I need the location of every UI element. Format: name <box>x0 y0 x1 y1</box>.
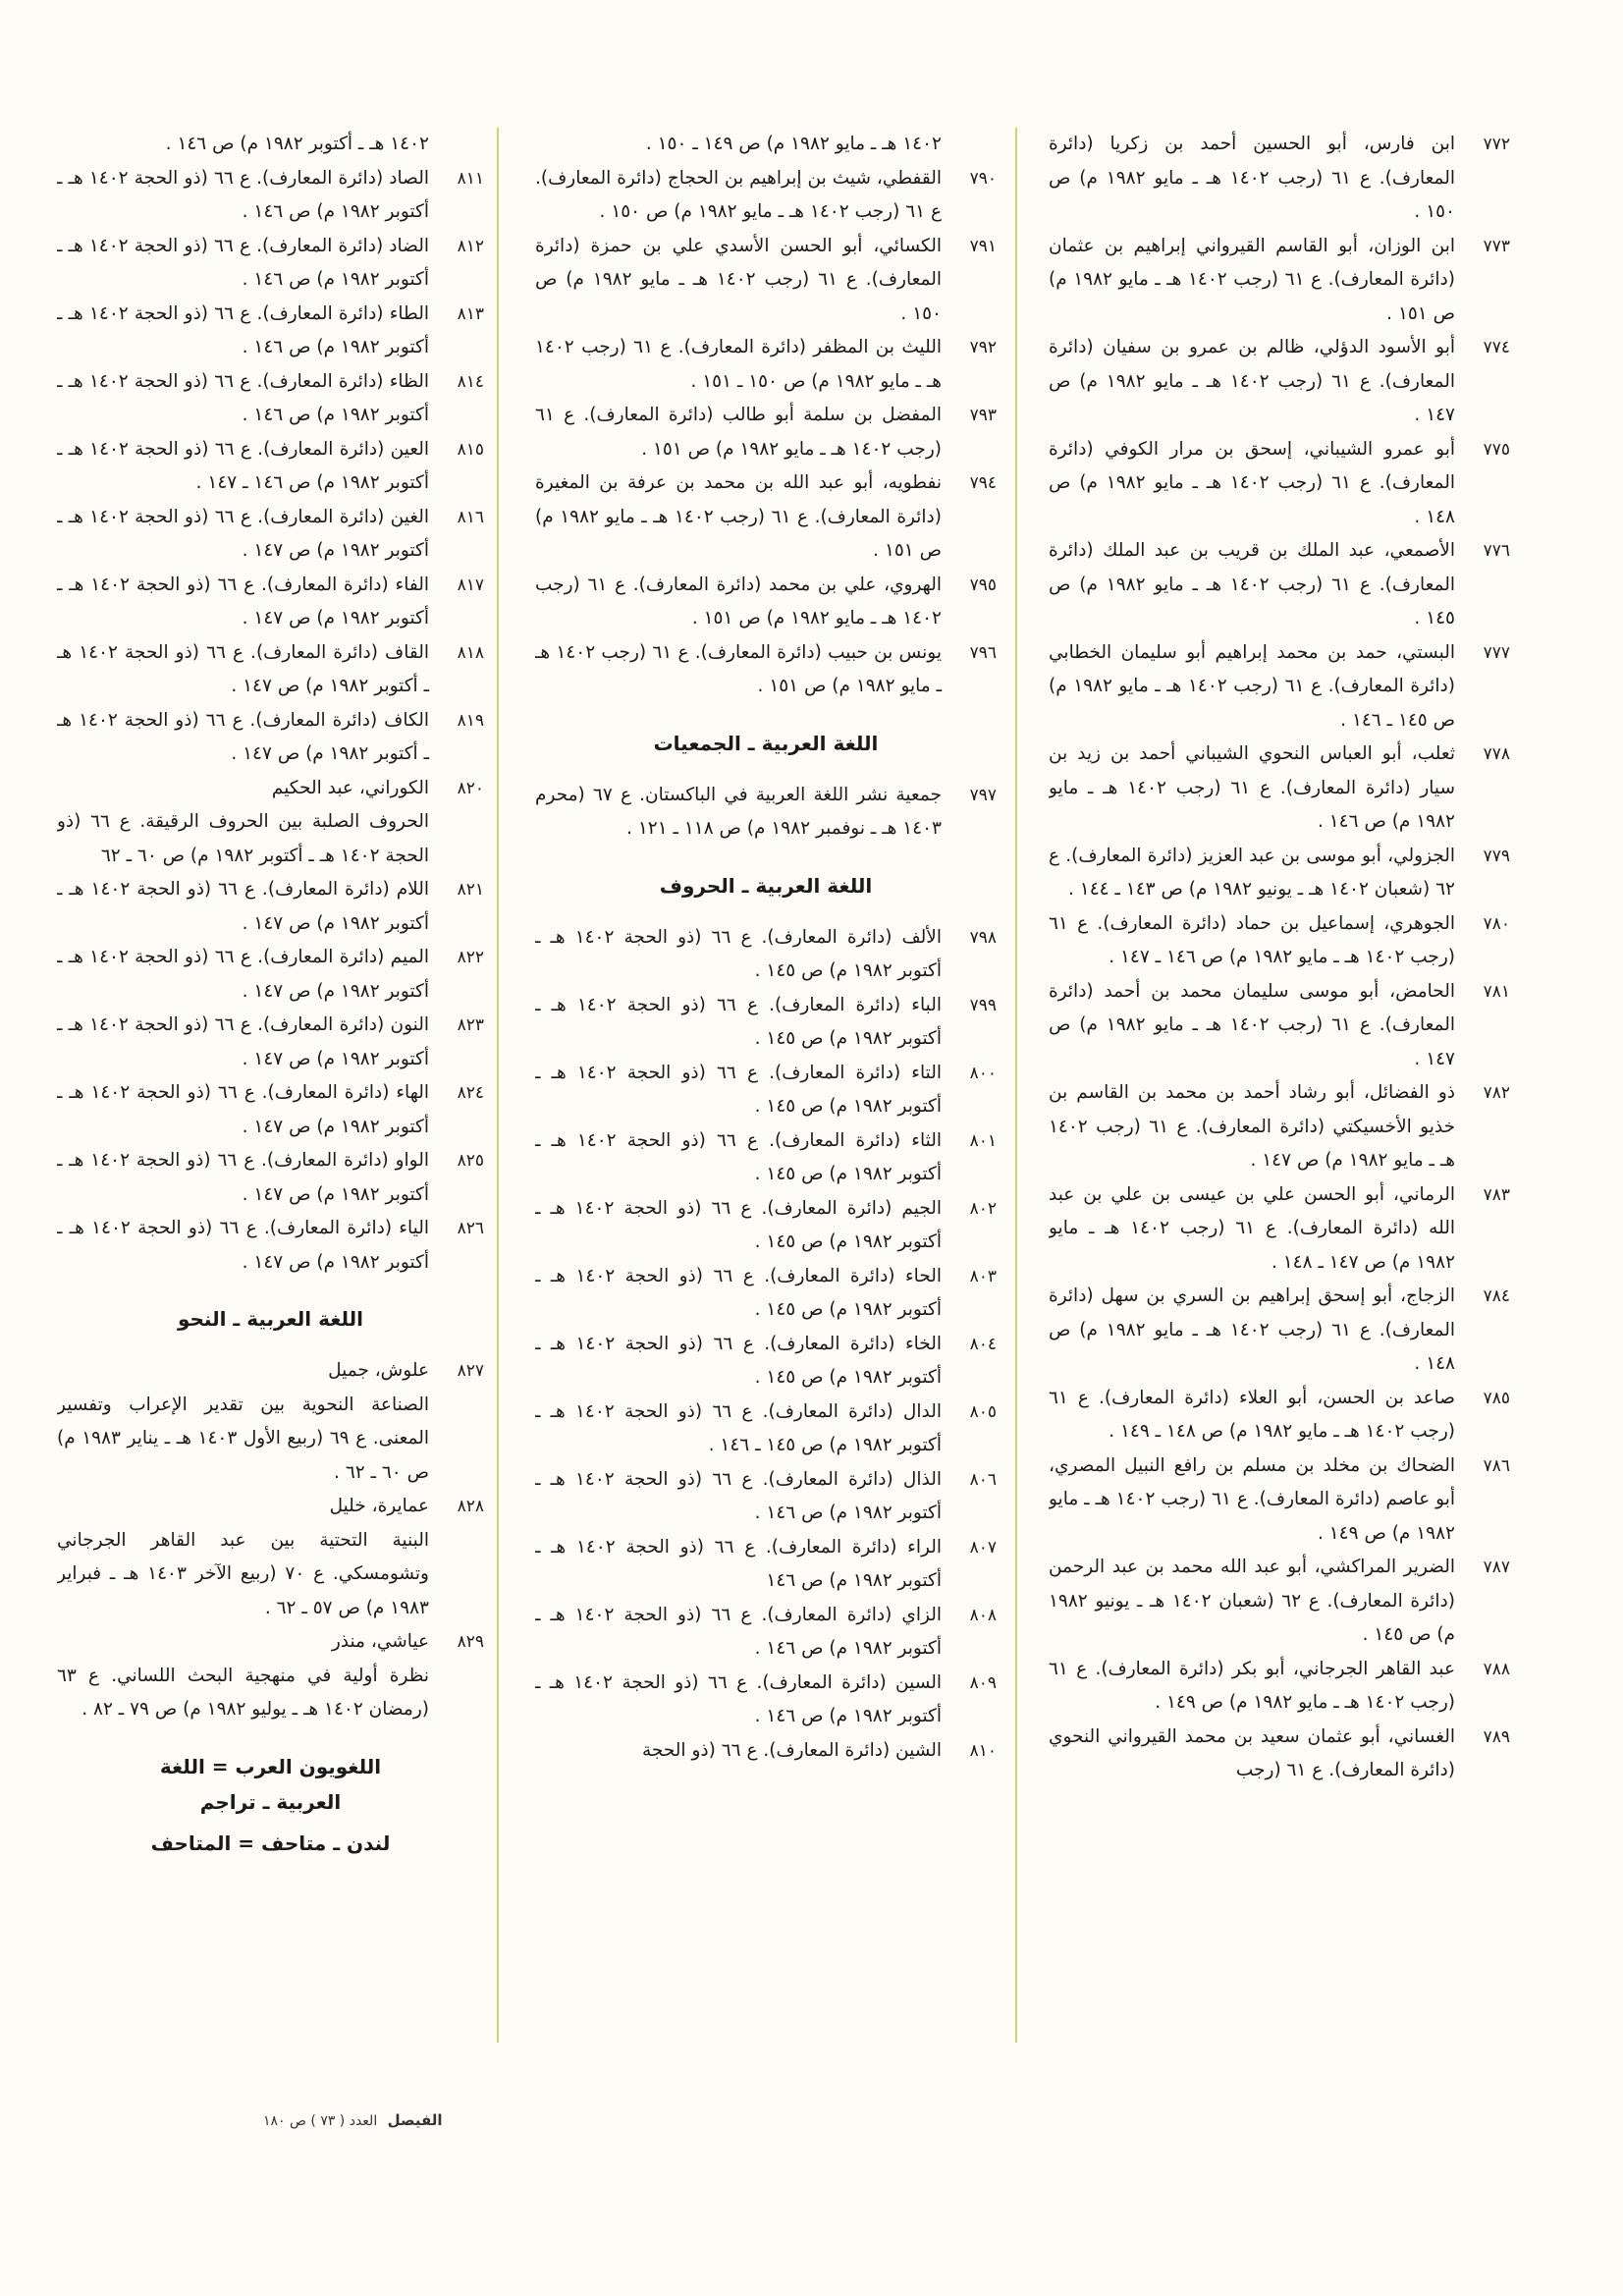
column-divider <box>497 128 499 2043</box>
entry-text: الضرير المراكشي، أبو عبد الله محمد بن عبد الرحمن (دائرة المعارف). ع ٦٢ (شعبان ١٤٠٢ هـ ـ يونيو ١٩٨٢ م) ص ١٤٥ . <box>1049 1557 1455 1645</box>
entry-number: ٨٠٥ <box>969 1401 997 1422</box>
entry-number: ٨١٣ <box>457 303 484 324</box>
bibliography-entry <box>535 466 997 569</box>
bibliography-entry <box>1049 1178 1510 1281</box>
bibliography-entry <box>57 128 484 162</box>
entry-text: الحروف الصلبة بين الحروف الرقيقة. ع ٦٦ (ذو الحجة ١٤٠٢ هـ ـ أكتوبر ١٩٨٢ م) ص ٦٠ ـ ٦٢ <box>57 811 429 866</box>
bibliography-entry <box>1049 1280 1510 1382</box>
entry-number: ٧٧٧ <box>1483 642 1510 663</box>
entry-number: ٨٠٧ <box>969 1537 997 1558</box>
page-footer <box>263 2111 443 2129</box>
entry-number <box>429 805 484 873</box>
entry-text: الكسائي، أبو الحسن الأسدي علي بن حمزة (دائرة المعارف). ع ٦١ (رجب ١٤٠٢ هـ ـ مايو ١٩٨٢ م) ص ١٥٠ . <box>535 235 943 324</box>
entry-number: ٧٧٤ <box>1483 338 1510 357</box>
entry-text: يونس بن حبيب (دائرة المعارف). ع ٦١ (رجب ١٤٠٢ هـ ـ مايو ١٩٨٢ م) ص ١٥١ . <box>535 641 942 696</box>
entry-number: ٧٩٩ <box>969 995 997 1015</box>
bibliography-entry <box>535 1463 997 1531</box>
entry-number: ٧٨٣ <box>1483 1184 1510 1205</box>
bibliography-entry <box>57 873 484 941</box>
bibliography-entry <box>535 1531 997 1599</box>
entry-number: ٧٩٤ <box>969 473 997 493</box>
entry-number: ٨٠٤ <box>969 1334 997 1354</box>
bibliography-entry <box>535 1328 997 1395</box>
entry-number: ٨٢٢ <box>457 948 484 967</box>
entry-number: ٨٢٤ <box>457 1083 484 1103</box>
entry-number <box>429 1524 484 1626</box>
entry-text: ذو الفضائل، أبو رشاد أحمد بن محمد بن القاسم بن خذيو الأخسيكتي (دائرة المعارف). ع ٦١ (رجب ١٤٠٢ هـ ـ مايو ١٩٨٢ م) ص ١٤٧ . <box>1049 1082 1456 1171</box>
entry-number: ٧٩١ <box>969 236 997 256</box>
entry-number: ٧٧٦ <box>1483 541 1510 561</box>
cross-reference-line: لندن ـ متاحف = المتاحف <box>150 1831 391 1855</box>
entry-number: ٨١١ <box>457 168 484 189</box>
bibliography-entry <box>535 779 997 847</box>
bibliography-entry <box>1049 1721 1510 1788</box>
entry-text: عبد القاهر الجرجاني، أبو بكر (دائرة المعارف). ع ٦١ (رجب ١٤٠٢ هـ ـ مايو ١٩٨٢ م) ص ١٤٩ . <box>1049 1658 1455 1713</box>
bibliography-entry <box>57 805 484 873</box>
bibliography-entry <box>535 1192 997 1260</box>
entry-number: ٨٠٢ <box>969 1198 997 1219</box>
bibliography-entry <box>535 1260 997 1328</box>
bibliography-entry <box>57 1389 484 1491</box>
entry-text: الباء (دائرة المعارف). ع ٦٦ (ذو الحجة ١٤٠٢ هـ ـ أكتوبر ١٩٨٢ م) ص ١٤٥ . <box>535 994 942 1049</box>
bibliography-entry <box>57 162 484 230</box>
entry-text: جمعية نشر اللغة العربية في الباكستان. ع ٦٧ (محرم ١٤٠٣ هـ ـ نوفمبر ١٩٨٢ م) ص ١١٨ ـ ١٢١ . <box>535 784 942 839</box>
entry-number: ٨٢٧ <box>457 1361 484 1381</box>
bibliography-entry <box>1049 1076 1510 1178</box>
entry-number: ٧٨٦ <box>1483 1455 1510 1476</box>
bibliography-entry <box>535 230 997 332</box>
entry-text: ثعلب، أبو العباس النحوي الشيباني أحمد بن زيد بن سيار (دائرة المعارف). ع ٦١ (رجب ١٤٠٢ هـ ـ مايو ١٩٨٢ م) ص ١٤٦ . <box>1049 743 1456 832</box>
entry-text: علوش، جميل <box>328 1360 429 1381</box>
entry-text: ابن فارس، أبو الحسين أحمد بن زكريا (دائرة المعارف). ع ٦١ (رجب ١٤٠٢ هـ ـ مايو ١٩٨٢ م) ص ١٥٠ . <box>1049 134 1456 222</box>
entry-text: الغساني، أبو عثمان سعيد بن محمد القيرواني النحوي (دائرة المعارف). ع ٦١ (رجب <box>1049 1725 1455 1780</box>
entry-text: الذال (دائرة المعارف). ع ٦٦ (ذو الحجة ١٤٠٢ هـ ـ أكتوبر ١٩٨٢ م) ص ١٤٦ . <box>535 1468 942 1523</box>
entry-number: ٧٧٣ <box>1483 236 1510 256</box>
column-right <box>1049 128 1510 2043</box>
entry-text: اللام (دائرة المعارف). ع ٦٦ (ذو الحجة ١٤٠٢ هـ ـ أكتوبر ١٩٨٢ م) ص ١٤٧ . <box>57 879 430 934</box>
bibliography-entry <box>57 1212 484 1280</box>
entry-text: الغين (دائرة المعارف). ع ٦٦ (ذو الحجة ١٤٠٢ هـ ـ أكتوبر ١٩٨٢ م) ص ١٤٧ . <box>57 506 429 561</box>
bibliography-entry <box>535 921 997 989</box>
entry-text: الياء (دائرة المعارف). ع ٦٦ (ذو الحجة ١٤٠٢ هـ ـ أكتوبر ١٩٨٢ م) ص ١٤٧ . <box>57 1218 429 1273</box>
entries-group <box>57 128 484 1280</box>
entry-text: الطاء (دائرة المعارف). ع ٦٦ (ذو الحجة ١٤٠٢ هـ ـ أكتوبر ١٩٨٢ م) ص ١٤٦ . <box>57 302 429 357</box>
cross-reference-line: اللغويون العرب = اللغة <box>159 1754 382 1778</box>
column-left <box>57 128 484 2043</box>
entry-number: ٨١٩ <box>457 710 484 731</box>
entry-text: الظاء (دائرة المعارف). ع ٦٦ (ذو الحجة ١٤٠٢ هـ ـ أكتوبر ١٩٨٢ م) ص ١٤٦ . <box>57 370 429 425</box>
entry-text: الحامض، أبو موسى سليمان محمد بن أحمد (دائرة المعارف). ع ٦١ (رجب ١٤٠٢ هـ ـ مايو ١٩٨٢ م) ص ١٤٧ . <box>1049 980 1456 1069</box>
bibliography-entry <box>57 1490 484 1524</box>
entry-text: الثاء (دائرة المعارف). ع ٦٦ (ذو الحجة ١٤٠٢ هـ ـ أكتوبر ١٩٨٢ م) ص ١٤٥ . <box>535 1129 942 1184</box>
entry-text: الفاء (دائرة المعارف). ع ٦٦ (ذو الحجة ١٤٠٢ هـ ـ أكتوبر ١٩٨٢ م) ص ١٤٧ . <box>57 574 429 629</box>
entry-number: ٨٢٨ <box>457 1497 484 1516</box>
entry-text: الحاء (دائرة المعارف). ع ٦٦ (ذو الحجة ١٤٠٢ هـ ـ أكتوبر ١٩٨٢ م) ص ١٤٥ . <box>535 1265 942 1320</box>
entry-text: نظرة أولية في منهجية البحث اللساني. ع ٦٣ (رمضان ١٤٠٢ هـ ـ يوليو ١٩٨٢ م) ص ٧٩ ـ ٨٢ . <box>57 1665 429 1720</box>
entry-text: نفطويه، أبو عبد الله بن محمد بن عرفة بن المغيرة (دائرة المعارف). ع ٦١ (رجب ١٤٠٢ هـ ـ مايو ١٩٨٢ م) ص ١٥١ . <box>535 472 942 561</box>
entry-number: ٨٢١ <box>457 880 484 900</box>
entry-number: ٨١٤ <box>457 371 484 392</box>
entry-number: ٨٢٩ <box>457 1632 484 1652</box>
bibliography-entry <box>1049 1653 1510 1721</box>
entry-text: الشين (دائرة المعارف). ع ٦٦ (ذو الحجة <box>641 1739 942 1761</box>
entry-number: ٧٨٧ <box>1483 1558 1510 1577</box>
entry-text: المفضل بن سلمة أبو طالب (دائرة المعارف). ع ٦١ (رجب ١٤٠٢ هـ ـ مايو ١٩٨٢ م) ص ١٥١ . <box>535 405 942 460</box>
bibliography-entry <box>57 1076 484 1144</box>
entry-text: السين (دائرة المعارف). ع ٦٦ (ذو الحجة ١٤٠٢ هـ ـ أكتوبر ١٩٨٢ م) ص ١٤٦ . <box>535 1671 942 1726</box>
entry-number: ٧٩٢ <box>969 338 997 357</box>
entry-text: الجزولي، أبو موسى بن عبد العزيز (دائرة المعارف). ع ٦٢ (شعبان ١٤٠٢ هـ ـ يونيو ١٩٨٢ م) ص ١٤٣ ـ ١٤٤ . <box>1049 845 1455 900</box>
entry-text: القاف (دائرة المعارف). ع ٦٦ (ذو الحجة ١٤٠٢ هـ ـ أكتوبر ١٩٨٢ م) ص ١٤٧ . <box>57 641 429 696</box>
entry-text: الصاد (دائرة المعارف). ع ٦٦ (ذو الحجة ١٤٠٢ هـ ـ أكتوبر ١٩٨٢ م) ص ١٤٦ . <box>57 167 429 222</box>
entry-text: الصناعة النحوية بين تقدير الإعراب وتفسير المعنى. ع ٦٩ (ربيع الأول ١٤٠٣ هـ ـ يناير ١٩٨٣ م) ص ٦٠ ـ ٦٢ . <box>57 1394 430 1483</box>
entry-text: صاعد بن الحسن، أبو العلاء (دائرة المعارف). ع ٦١ (رجب ١٤٠٢ هـ ـ مايو ١٩٨٢ م) ص ١٤٨ ـ ١٤٩ . <box>1049 1387 1455 1442</box>
entry-text: عياشي، منذر <box>331 1631 429 1652</box>
entry-number <box>429 1660 484 1727</box>
bibliography-entry <box>57 1354 484 1389</box>
entry-number: ٧٩٠ <box>969 168 997 189</box>
entry-number: ٧٩٦ <box>969 642 997 663</box>
bibliography-entry <box>535 331 997 399</box>
bibliography-entry <box>57 636 484 704</box>
section-heading-letters: اللغة العربية ـ الحروف <box>659 873 873 898</box>
entry-number: ٧٨٤ <box>1483 1286 1510 1306</box>
entry-number: ٧٩٣ <box>969 406 997 425</box>
entry-number: ٧٨٠ <box>1483 913 1510 934</box>
entry-number: ٨٢٠ <box>457 778 484 798</box>
bibliography-entry <box>1049 1551 1510 1653</box>
entry-text: أبو الأسود الدؤلي، ظالم بن عمرو بن سفيان (دائرة المعارف). ع ٦١ (رجب ١٤٠٢ هـ ـ مايو ١٩٨٢ م) ص ١٤٧ . <box>1049 337 1456 425</box>
entry-number: ٧٨٢ <box>1483 1083 1510 1103</box>
entry-number: ٧٧٩ <box>1483 846 1510 866</box>
bibliography-entry <box>57 1660 484 1727</box>
bibliography-entry <box>535 1124 997 1192</box>
bibliography-entry <box>1049 1449 1510 1552</box>
section-heading-associations: اللغة العربية ـ الجمعيات <box>653 731 879 755</box>
entry-number: ٨١٥ <box>457 439 484 460</box>
entry-text: الزاي (دائرة المعارف). ع ٦٦ (ذو الحجة ١٤٠٢ هـ ـ أكتوبر ١٩٨٢ م) ص ١٤٦ . <box>535 1604 942 1659</box>
column-middle <box>535 128 997 2043</box>
entry-number: ٨١٢ <box>457 236 484 256</box>
entry-text: الميم (دائرة المعارف). ع ٦٦ (ذو الحجة ١٤٠٢ هـ ـ أكتوبر ١٩٨٢ م) ص ١٤٧ . <box>57 947 429 1002</box>
bibliography-entry <box>535 162 997 230</box>
entry-text: البنية التحتية بين عبد القاهر الجرجاني وتشومسكي. ع ٧٠ (ربيع الآخر ١٤٠٣ هـ ـ فبراير ١٩٨٣ م) ص ٥٧ ـ ٦٢ . <box>57 1529 429 1618</box>
entry-text: عمايرة، خليل <box>329 1496 429 1516</box>
entry-text: الزجاج، أبو إسحق إبراهيم بن السري بن سهل (دائرة المعارف). ع ٦١ (رجب ١٤٠٢ هـ ـ مايو ١٩٨٢ م) ص ١٤٨ . <box>1049 1285 1456 1374</box>
entry-number: ٨٠٦ <box>969 1469 997 1490</box>
bibliography-entry <box>1049 331 1510 433</box>
entry-number <box>942 128 997 162</box>
entry-number: ٨٠٩ <box>969 1672 997 1693</box>
entry-number: ٨١٨ <box>457 642 484 663</box>
bibliography-entry <box>57 230 484 298</box>
cross-reference-line: العربية ـ تراجم <box>199 1789 342 1814</box>
section-heading-grammar: اللغة العربية ـ النحو <box>177 1307 364 1331</box>
bibliography-entry <box>535 989 997 1057</box>
bibliography-entry <box>1049 433 1510 535</box>
column-divider <box>1015 128 1017 2043</box>
bibliography-entry <box>57 772 484 806</box>
entry-number: ٧٨٩ <box>1483 1726 1510 1747</box>
entry-number: ٧٩٧ <box>969 785 997 805</box>
bibliography-entry <box>57 1144 484 1212</box>
bibliography-entry <box>1049 1382 1510 1449</box>
entry-text: الليث بن المظفر (دائرة المعارف). ع ٦١ (رجب ١٤٠٢ هـ ـ مايو ١٩٨٢ م) ص ١٥٠ ـ ١٥١ . <box>535 337 942 392</box>
entry-text: الجوهري، إسماعيل بن حماد (دائرة المعارف). ع ٦١ (رجب ١٤٠٢ هـ ـ مايو ١٩٨٢ م) ص ١٤٦ ـ ١٤٧ . <box>1049 912 1455 967</box>
entry-number: ٧٧٢ <box>1483 135 1510 154</box>
bibliography-entry <box>1049 636 1510 738</box>
entry-number: ٨٠٨ <box>969 1605 997 1625</box>
bibliography-entry <box>1049 840 1510 907</box>
entry-text: البستي، حمد بن محمد إبراهيم أبو سليمان الخطابي (دائرة المعارف). ع ٦١ (رجب ١٤٠٢ هـ ـ مايو ١٩٨٢ م) ص ١٤٥ ـ ١٤٦ . <box>1049 641 1455 731</box>
entry-number <box>429 128 484 162</box>
bibliography-entry <box>535 569 997 636</box>
entry-number: ٨٢٦ <box>457 1219 484 1238</box>
entry-text: الضحاك بن مخلد بن مسلم بن رافع النبيل المصري، أبو عاصم (دائرة المعارف). ع ٦١ (رجب ١٤٠٢ هـ ـ مايو ١٩٨٢ م) ص ١٤٩ . <box>1049 1454 1456 1544</box>
entry-text: أبو عمرو الشيباني، إسحق بن مرار الكوفي (دائرة المعارف). ع ٦١ (رجب ١٤٠٢ هـ ـ مايو ١٩٨٢ م) ص ١٤٨ . <box>1049 438 1456 527</box>
bibliography-entry <box>535 1057 997 1124</box>
journal-logo: الفيصل <box>387 2111 443 2129</box>
entry-text: الأصمعي، عبد الملك بن قريب بن عبد الملك (دائرة المعارف). ع ٦١ (رجب ١٤٠٢ هـ ـ مايو ١٩٨٢ م) ص ١٤٥ . <box>1049 540 1456 629</box>
bibliography-entry <box>1049 128 1510 230</box>
bibliography-entry <box>1049 230 1510 332</box>
entry-text: ابن الوزان، أبو القاسم القيرواني إبراهيم بن عثمان (دائرة المعارف). ع ٦١ (رجب ١٤٠٢ هـ ـ مايو ١٩٨٢ م) ص ١٥١ . <box>1049 235 1455 324</box>
entry-number: ٨١٧ <box>457 574 484 595</box>
entry-number: ٧٩٥ <box>969 574 997 595</box>
entry-text: ١٤٠٢ هـ ـ مايو ١٩٨٢ م) ص ١٤٩ ـ ١٥٠ . <box>645 134 942 154</box>
entry-text: الواو (دائرة المعارف). ع ٦٦ (ذو الحجة ١٤٠٢ هـ ـ أكتوبر ١٩٨٢ م) ص ١٤٧ . <box>57 1150 430 1205</box>
bibliography-entry <box>535 1734 997 1769</box>
entries-group <box>535 128 997 704</box>
entry-text: الرماني، أبو الحسن علي بن عيسى بن علي بن عبد الله (دائرة المعارف). ع ٦١ (رجب ١٤٠٢ هـ ـ مايو ١٩٨٢ م) ص ١٤٧ ـ ١٤٨ . <box>1049 1183 1455 1273</box>
bibliography-entry <box>535 1599 997 1667</box>
entry-text: ١٤٠٢ هـ ـ أكتوبر ١٩٨٢ م) ص ١٤٦ . <box>165 134 429 154</box>
entry-number: ٧٧٨ <box>1483 744 1510 764</box>
bibliography-entry <box>535 1667 997 1734</box>
entry-text: التاء (دائرة المعارف). ع ٦٦ (ذو الحجة ١٤٠٢ هـ ـ أكتوبر ١٩٨٢ م) ص ١٤٥ . <box>535 1062 942 1117</box>
entry-number: ٨٢٣ <box>457 1015 484 1035</box>
entries-group <box>535 779 997 847</box>
issue-page-ref: العدد ( ٧٣ ) ص ١٨٠ <box>263 2113 378 2129</box>
entry-text: النون (دائرة المعارف). ع ٦٦ (ذو الحجة ١٤٠٢ هـ ـ أكتوبر ١٩٨٢ م) ص ١٤٧ . <box>57 1014 429 1069</box>
entry-text: الدال (دائرة المعارف). ع ٦٦ (ذو الحجة ١٤٠٢ هـ ـ أكتوبر ١٩٨٢ م) ص ١٤٥ ـ ١٤٦ . <box>535 1400 942 1455</box>
bibliography-entry <box>1049 975 1510 1077</box>
entry-text: الهاء (دائرة المعارف). ع ٦٦ (ذو الحجة ١٤٠٢ هـ ـ أكتوبر ١٩٨٢ م) ص ١٤٧ . <box>57 1082 430 1137</box>
entry-text: القفطي، شيث بن إبراهيم بن الحجاج (دائرة المعارف). ع ٦١ (رجب ١٤٠٢ هـ ـ مايو ١٩٨٢ م) ص ١٥٠ . <box>535 167 942 222</box>
entry-text: الألف (دائرة المعارف). ع ٦٦ (ذو الحجة ١٤٠٢ هـ ـ أكتوبر ١٩٨٢ م) ص ١٤٥ . <box>535 926 942 981</box>
bibliography-entry <box>57 433 484 501</box>
bibliography-entry <box>57 1625 484 1660</box>
bibliography-entry <box>1049 534 1510 636</box>
bibliography-entry <box>1049 738 1510 840</box>
entry-number: ٨٢٥ <box>457 1151 484 1171</box>
bibliography-entry <box>57 298 484 365</box>
bibliography-entry <box>535 128 997 162</box>
entry-number: ٨٠١ <box>969 1130 997 1151</box>
entry-text: الراء (دائرة المعارف). ع ٦٦ (ذو الحجة ١٤٠٢ هـ ـ أكتوبر ١٩٨٢ م) ص ١٤٦ <box>535 1536 942 1591</box>
entries-group <box>535 921 997 1769</box>
entries-group <box>57 1354 484 1727</box>
bibliography-entry <box>535 1395 997 1463</box>
entry-number: ٨١٠ <box>969 1740 997 1761</box>
entry-text: الكوراني، عبد الحكيم <box>271 777 429 798</box>
entry-number: ٨٠٠ <box>969 1063 997 1083</box>
bibliography-entry <box>57 501 484 569</box>
entry-text: الكاف (دائرة المعارف). ع ٦٦ (ذو الحجة ١٤٠٢ هـ ـ أكتوبر ١٩٨٢ م) ص ١٤٧ . <box>57 709 429 764</box>
bibliography-entry <box>535 636 997 704</box>
bibliography-entry <box>57 1524 484 1626</box>
bibliography-entry <box>535 399 997 466</box>
entry-text: الضاد (دائرة المعارف). ع ٦٦ (ذو الحجة ١٤٠٢ هـ ـ أكتوبر ١٩٨٢ م) ص ١٤٦ . <box>57 235 429 290</box>
bibliography-entry <box>57 941 484 1009</box>
entry-number: ٧٨٨ <box>1483 1659 1510 1679</box>
entry-number: ٧٧٥ <box>1483 439 1510 460</box>
entry-number: ٧٩٨ <box>969 927 997 948</box>
entry-text: الجيم (دائرة المعارف). ع ٦٦ (ذو الحجة ١٤٠٢ هـ ـ أكتوبر ١٩٨٢ م) ص ١٤٥ . <box>535 1197 942 1252</box>
bibliography-entry <box>57 365 484 433</box>
entry-number: ٧٨٥ <box>1483 1388 1510 1408</box>
entry-number <box>429 1389 484 1491</box>
entry-text: العين (دائرة المعارف). ع ٦٦ (ذو الحجة ١٤٠٢ هـ ـ أكتوبر ١٩٨٢ م) ص ١٤٦ ـ ١٤٧ . <box>57 438 429 493</box>
entry-text: الخاء (دائرة المعارف). ع ٦٦ (ذو الحجة ١٤٠٢ هـ ـ أكتوبر ١٩٨٢ م) ص ١٤٥ . <box>535 1333 942 1388</box>
entry-text: الهروي، علي بن محمد (دائرة المعارف). ع ٦١ (رجب ١٤٠٢ هـ ـ مايو ١٩٨٢ م) ص ١٥١ . <box>535 574 942 629</box>
entry-number: ٧٨١ <box>1483 981 1510 1002</box>
bibliography-entry <box>57 569 484 636</box>
entry-number: ٨١٦ <box>457 507 484 527</box>
bibliography-entry <box>57 704 484 772</box>
bibliography-entry <box>57 1009 484 1076</box>
bibliography-entry <box>1049 907 1510 975</box>
entry-number: ٨٠٣ <box>969 1266 997 1286</box>
